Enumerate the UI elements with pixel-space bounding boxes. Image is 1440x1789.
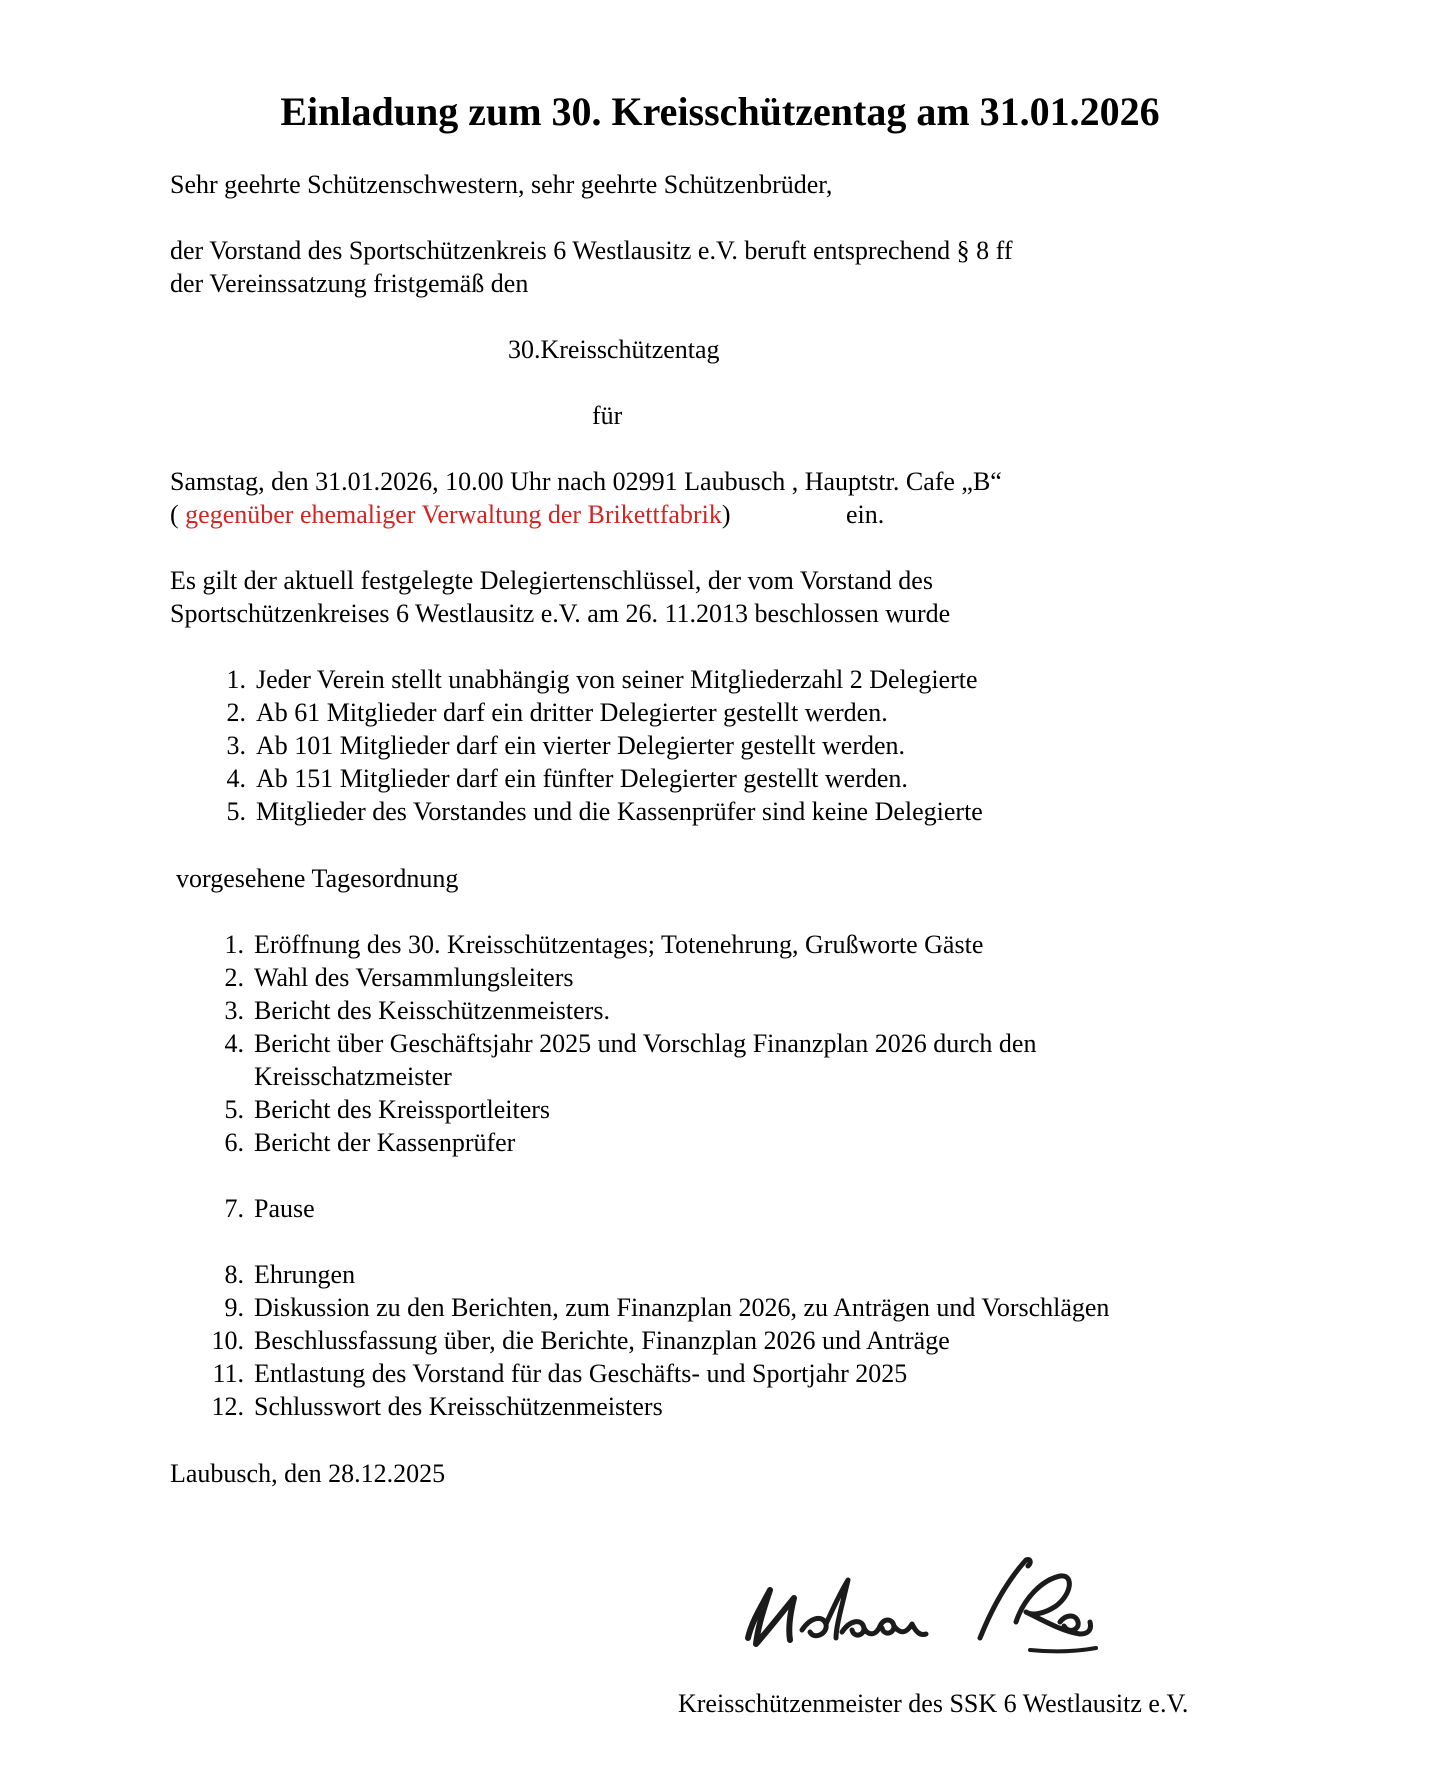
salutation: Sehr geehrte Schützenschwestern, sehr geehrte Schützenbrüder, bbox=[170, 170, 833, 199]
intro-line-2: der Vereinssatzung fristgemäß den bbox=[170, 269, 529, 298]
delegate-rule-item-number: 2. bbox=[226, 698, 246, 727]
agenda-item bbox=[224, 1258, 1109, 1291]
agenda-item-text: Wahl des Versammlungsleiters bbox=[254, 963, 574, 992]
delegate-rule-item bbox=[226, 795, 983, 828]
signature-image bbox=[730, 1510, 1110, 1680]
delegate-rules-list bbox=[226, 663, 983, 828]
delegate-rule-item-text: Ab 61 Mitglieder darf ein dritter Delegierter gestellt werden. bbox=[256, 698, 888, 727]
date-location: Samstag, den 31.01.2026, 10.00 Uhr nach 02991 Laubusch , Hauptstr. Cafe „B“ bbox=[170, 467, 1002, 496]
agenda-list bbox=[211, 928, 1110, 1423]
agenda-item-number: 7. bbox=[224, 1194, 244, 1223]
page-title: Einladung zum 30. Kreisschützentag am 31.01.2026 bbox=[280, 89, 1160, 134]
location-note: gegenüber ehemaliger Verwaltung der Brikettfabrik bbox=[185, 500, 722, 529]
delegate-rule-item-number: 1. bbox=[226, 665, 246, 694]
agenda-item bbox=[224, 928, 1109, 961]
agenda-item bbox=[211, 1324, 1109, 1357]
agenda-item-number: 1. bbox=[224, 930, 244, 959]
delegate-rule-item bbox=[226, 762, 983, 795]
agenda-item-text-continuation: Kreisschatzmeister bbox=[254, 1062, 452, 1091]
agenda-item bbox=[224, 1126, 1109, 1159]
delegate-rule-item bbox=[226, 663, 983, 696]
location-note-close: ) bbox=[721, 500, 731, 529]
signature-caption: Kreisschützenmeister des SSK 6 Westlausitz e.V. bbox=[678, 1689, 1189, 1718]
agenda-item-text: Bericht der Kassenprüfer bbox=[254, 1128, 516, 1157]
for-word: für bbox=[592, 401, 623, 430]
agenda-item-text: Bericht des Kreissportleiters bbox=[254, 1095, 551, 1124]
delegate-rule-item-text: Jeder Verein stellt unabhängig von seiner Mitgliederzahl 2 Delegierte bbox=[256, 665, 978, 694]
agenda-item-number: 8. bbox=[224, 1260, 244, 1289]
agenda-item-number: 2. bbox=[224, 963, 244, 992]
agenda-item bbox=[224, 994, 1109, 1027]
agenda-item bbox=[224, 961, 1109, 994]
agenda-item-number: 10. bbox=[211, 1326, 244, 1355]
agenda-item-text: Pause bbox=[254, 1194, 315, 1223]
agenda-item bbox=[224, 1027, 1109, 1093]
agenda-item bbox=[211, 1390, 1109, 1423]
agenda-item-text: Ehrungen bbox=[254, 1260, 356, 1289]
agenda-item-text: Entlastung des Vorstand für das Geschäfts- und Sportjahr 2025 bbox=[254, 1359, 908, 1388]
agenda-item-number: 5. bbox=[224, 1095, 244, 1124]
agenda-item-number: 9. bbox=[224, 1293, 244, 1322]
agenda-item bbox=[224, 1093, 1109, 1126]
agenda-item bbox=[212, 1357, 1109, 1390]
agenda-item-number: 12. bbox=[211, 1392, 244, 1421]
agenda-item-number: 11. bbox=[212, 1359, 244, 1388]
agenda-item-text: Bericht über Geschäftsjahr 2025 und Vorschlag Finanzplan 2026 durch den bbox=[254, 1029, 1037, 1058]
agenda-item-text: Eröffnung des 30. Kreisschützentages; Totenehrung, Grußworte Gäste bbox=[254, 930, 984, 959]
location-note-line bbox=[170, 498, 731, 531]
location-note-suffix: ein. bbox=[846, 500, 885, 529]
delegate-rule-item bbox=[226, 729, 983, 762]
agenda-heading: vorgesehene Tagesordnung bbox=[176, 864, 459, 893]
agenda-item bbox=[224, 1192, 1109, 1225]
delegate-rule-item-number: 3. bbox=[226, 731, 246, 760]
delegate-key-line-1: Es gilt der aktuell festgelegte Delegiertenschlüssel, der vom Vorstand des bbox=[170, 566, 933, 595]
agenda-item-number: 6. bbox=[224, 1128, 244, 1157]
intro-line-1: der Vorstand des Sportschützenkreis 6 Westlausitz e.V. beruft entsprechend § 8 ff bbox=[170, 236, 1013, 265]
location-note-open: ( bbox=[170, 500, 186, 529]
delegate-rule-item-text: Ab 151 Mitglieder darf ein fünfter Delegierter gestellt werden. bbox=[256, 764, 908, 793]
agenda-item-text: Bericht des Keisschützenmeisters. bbox=[254, 996, 610, 1025]
delegate-rule-item-number: 4. bbox=[226, 764, 246, 793]
delegate-key-line-2: Sportschützenkreises 6 Westlausitz e.V. am 26. 11.2013 beschlossen wurde bbox=[170, 599, 951, 628]
agenda-item-text: Schlusswort des Kreisschützenmeisters bbox=[254, 1392, 663, 1421]
agenda-item bbox=[224, 1291, 1110, 1324]
agenda-item-number: 3. bbox=[224, 996, 244, 1025]
agenda-item-text: Beschlussfassung über, die Berichte, Finanzplan 2026 und Anträge bbox=[254, 1326, 950, 1355]
delegate-rule-item-text: Ab 101 Mitglieder darf ein vierter Delegierter gestellt werden. bbox=[256, 731, 906, 760]
delegate-rule-item-number: 5. bbox=[226, 797, 246, 826]
agenda-item-number: 4. bbox=[224, 1029, 244, 1058]
agenda-item-text: Diskussion zu den Berichten, zum Finanzplan 2026, zu Anträgen und Vorschlägen bbox=[254, 1293, 1110, 1322]
event-name: 30.Kreisschützentag bbox=[508, 335, 720, 364]
delegate-rule-item bbox=[226, 696, 983, 729]
delegate-rule-item-text: Mitglieder des Vorstandes und die Kassenprüfer sind keine Delegierte bbox=[256, 797, 983, 826]
place-date: Laubusch, den 28.12.2025 bbox=[170, 1459, 446, 1488]
